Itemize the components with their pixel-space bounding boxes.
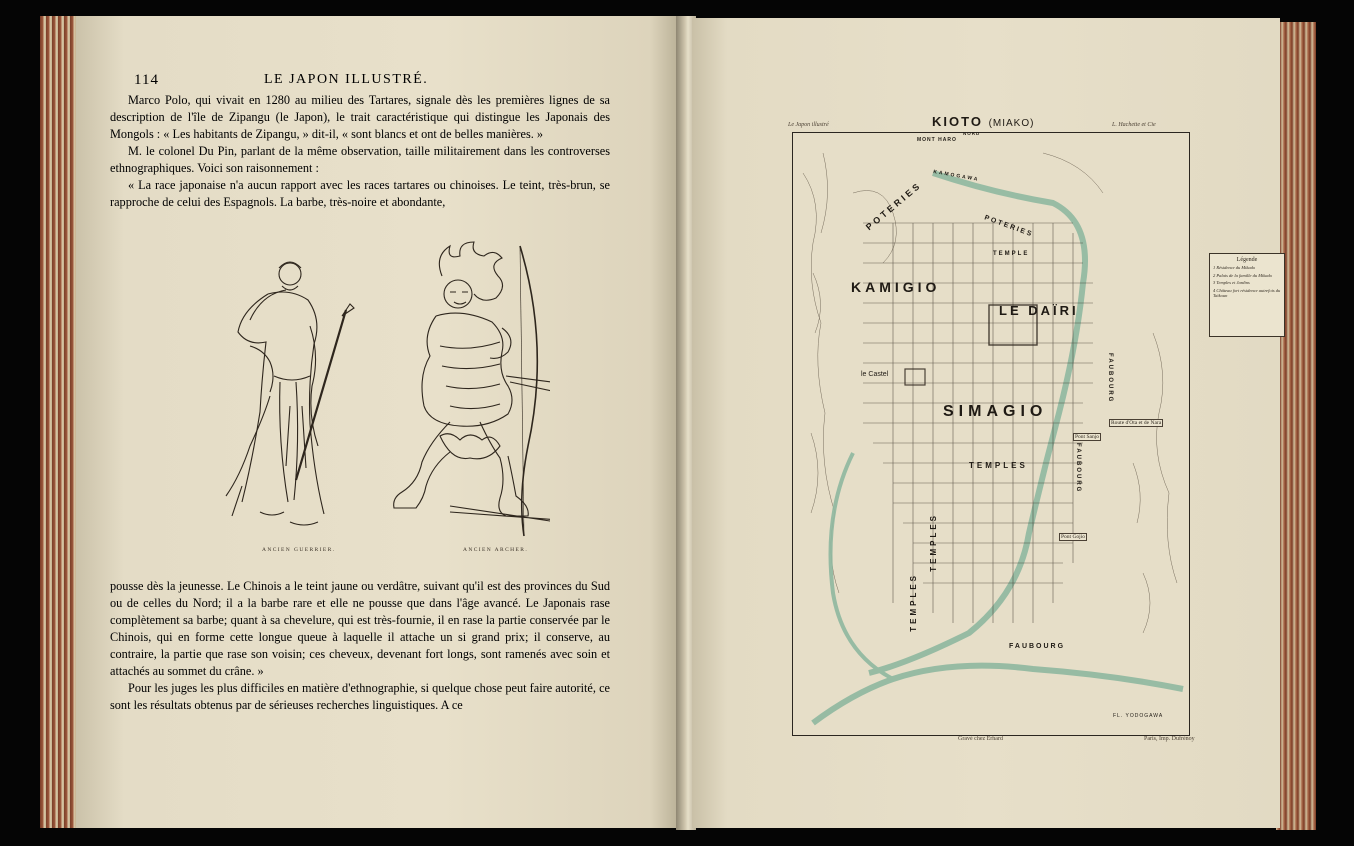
label-kamigio: KAMIGIO: [851, 279, 941, 295]
right-page: [692, 18, 1280, 828]
label-le-castel: le Castel: [861, 371, 889, 378]
kyoto-map: [792, 131, 1281, 736]
label-temples: TEMPLES: [969, 461, 1028, 470]
label-poteries-nw: POTERIES: [863, 179, 924, 233]
label-pont-gojio: Pont Gojio: [1061, 534, 1085, 540]
paragraph: M. le colonel Du Pin, parlant de la même observation, taille militairement dans les controverses ethnographiques. Voici son raisonnement :: [110, 144, 610, 175]
caption-archer: ANCIEN ARCHER.: [463, 547, 529, 553]
left-book-edge: [40, 16, 80, 828]
right-book-edge: [1276, 22, 1316, 830]
legend-title: Légende: [1236, 257, 1258, 263]
map-credit-left: Le Japon illustré: [788, 122, 829, 128]
label-temples-sw: TEMPLES: [909, 573, 918, 632]
paragraph: Marco Polo, qui vivait en 1280 au milieu des Tartares, signale dès les premières lignes de sa description de l'île de Zipangu (le Japon), le trait caractéristique qui distingue les Japonais des Mongols : « Les habitants de Zipangu, » dit-il, « sont blancs et ont de belles manières. »: [110, 93, 610, 141]
warrior-figure: [226, 262, 354, 525]
label-yodogawa: FL. YODOGAWA: [1113, 713, 1164, 719]
running-title: LE JAPON ILLUSTRÉ.: [264, 72, 429, 87]
label-pont-sanjo: Pont Sanjo: [1075, 434, 1099, 440]
illustration-warriors: [150, 236, 550, 556]
legend-item: 3 Temples et Jardins: [1213, 280, 1250, 285]
legend-item: 2 Palais de la famille du Mikado: [1213, 272, 1272, 278]
label-faubourg-east2: FAUBOURG: [1075, 443, 1081, 494]
paragraph: « La race japonaise n'a aucun rapport avec les races tartares ou chinoises. Le teint, très-brun, se rapproche de celui des Espagnols. La barbe, très-noire et abondante,: [110, 178, 610, 209]
label-faubourg-south: FAUBOURG: [1009, 643, 1066, 650]
legend-item: 4 Château fort résidence autrefois du Taïkoun: [1213, 287, 1281, 298]
paragraph: pousse dès la jeunesse. Le Chinois a le teint jaune ou verdâtre, suivant qu'il est des provinces du Sud ou de celles du Nord; il a la barbe rare et elle ne pousse que dans l'âge avancé. Le Japonais rase complètement sa barbe; quant à sa chevelure, qui est très-fournie, il en rase la partie conservée par le Chinois, qui en forme cette longue queue à laquelle il attache un si grand prix; il conserve, au contraire, la partie que rase son voisin; ces cheveux, devenant fort longs, sont ramenés avec soin et attachés au sommet du crâne. »: [110, 579, 610, 678]
page-number: 114: [134, 72, 159, 88]
map-credit-right: L. Hachette et Cie: [1112, 122, 1156, 128]
printer-credit: Paris, Imp. Dufrénoy: [1144, 736, 1195, 742]
label-temple: TEMPLE: [993, 251, 1030, 257]
label-le-dairi: LE DAÏRI: [999, 303, 1079, 318]
engraver-credit: Gravé chez Erhard: [958, 736, 1003, 742]
label-kamogawa: KAMOGAWA: [932, 169, 980, 183]
text-bottom: [110, 578, 610, 714]
map-title-main: KIOTO: [932, 114, 983, 129]
legend-item: 1 Résidence du Mikado: [1213, 265, 1256, 270]
running-head: [134, 72, 614, 92]
map-title-sub: (MIAKO): [988, 118, 1035, 129]
map-title: [932, 114, 1034, 129]
text-top: [110, 92, 610, 211]
label-temples-west: TEMPLES: [929, 513, 938, 572]
label-mont-haro: MONT HARO: [917, 137, 957, 143]
label-simagio: SIMAGIO: [943, 403, 1048, 420]
archer-figure: [394, 242, 550, 536]
map-legend: [1209, 253, 1285, 337]
paragraph: Pour les juges les plus difficiles en matière d'ethnographie, si quelque chose peut faire autorité, ce sont les résultats obtenus par de sérieuses recherches linguistiques. A ce: [110, 681, 610, 712]
label-north: NORD: [963, 131, 981, 136]
label-faubourg-east: FAUBOURG: [1107, 353, 1113, 404]
caption-warrior: ANCIEN GUERRIER.: [262, 547, 336, 553]
label-poteries-ne: POTERIES: [983, 214, 1035, 239]
label-route-nara: Route d'Ota et de Nara: [1111, 420, 1162, 426]
